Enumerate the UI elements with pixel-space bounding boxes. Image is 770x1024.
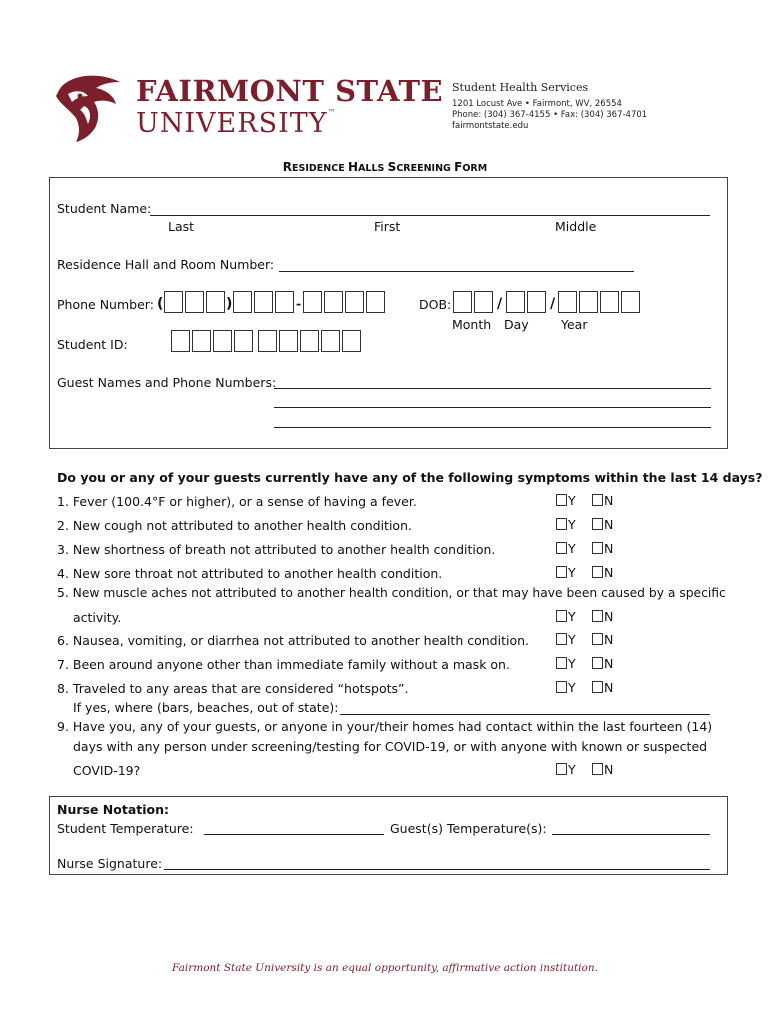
dob-month-box[interactable] [453, 291, 472, 313]
footer-statement: Fairmont State University is an equal opportunity, affirmative action institution. [172, 962, 598, 974]
phone-dash: - [296, 296, 302, 311]
student-info-section [49, 177, 728, 449]
question-9: 9. Have you, any of your guests, or anyone in your/their homes had contact within the last fourteen (14) [57, 719, 713, 734]
student-id-box[interactable] [192, 330, 211, 352]
phone-digit-box[interactable] [185, 291, 204, 313]
phone-digit-box[interactable] [233, 291, 252, 313]
last-name-caption: Last [168, 219, 195, 234]
student-id-box[interactable] [213, 330, 232, 352]
q9-no-checkbox[interactable]: N [592, 762, 613, 777]
nurse-signature-field[interactable] [164, 869, 710, 870]
logo-wordmark-bottom: UNIVERSITY™ [136, 108, 337, 139]
q7-no-checkbox[interactable]: N [592, 656, 613, 671]
dob-day-caption: Day [504, 317, 529, 332]
phone-digit-box[interactable] [366, 291, 385, 313]
q6-no-checkbox[interactable]: N [592, 632, 613, 647]
question-5-continued: activity. [73, 610, 122, 625]
dob-year-box[interactable] [621, 291, 640, 313]
question-9-line-3: COVID-19? [73, 763, 141, 778]
question-7: 7. Been around anyone other than immediate family without a mask on. [57, 657, 510, 672]
dob-month-caption: Month [452, 317, 492, 332]
q9-yes-checkbox[interactable]: Y [556, 762, 576, 777]
guest-names-field[interactable] [274, 427, 711, 428]
dob-day-box[interactable] [527, 291, 546, 313]
question-6: 6. Nausea, vomiting, or diarrhea not attributed to another health condition. [57, 633, 529, 648]
dob-day-box[interactable] [506, 291, 525, 313]
dob-slash: / [550, 296, 556, 312]
student-id-box[interactable] [258, 330, 277, 352]
address-text: 1201 Locust Ave • Fairmont, WV, 26554 [452, 99, 622, 109]
phone-digit-box[interactable] [206, 291, 225, 313]
q3-no-checkbox[interactable]: N [592, 541, 613, 556]
dob-year-caption: Year [561, 317, 588, 332]
phone-fax-text: Phone: (304) 367-4155 • Fax: (304) 367-4701 [452, 110, 648, 120]
guest-names-label: Guest Names and Phone Numbers: [57, 375, 277, 390]
student-id-box[interactable] [300, 330, 319, 352]
form-title: RESIDENCE HALLS SCREENING FORM [282, 160, 488, 174]
question-4: 4. New sore throat not attributed to another health condition. [57, 566, 443, 581]
student-id-box[interactable] [321, 330, 340, 352]
dob-year-box[interactable] [558, 291, 577, 313]
q2-no-checkbox[interactable]: N [592, 517, 613, 532]
q5-yes-checkbox[interactable]: Y [556, 609, 576, 624]
q8-yes-checkbox[interactable]: Y [556, 680, 576, 695]
question-9-line-2: days with any person under screening/testing for COVID-19, or with anyone with known or suspected [73, 739, 708, 754]
nurse-signature-label: Nurse Signature: [57, 856, 163, 871]
q4-no-checkbox[interactable]: N [592, 565, 613, 580]
q5-no-checkbox[interactable]: N [592, 609, 613, 624]
q3-yes-checkbox[interactable]: Y [556, 541, 576, 556]
phone-paren-close: ) [226, 296, 233, 312]
q6-yes-checkbox[interactable]: Y [556, 632, 576, 647]
falcon-logo-icon [54, 72, 126, 142]
phone-digit-box[interactable] [164, 291, 183, 313]
phone-paren-open: ( [157, 296, 164, 312]
student-id-box[interactable] [234, 330, 253, 352]
dob-label: DOB: [419, 297, 452, 312]
guest-names-field[interactable] [274, 407, 711, 408]
question-3: 3. New shortness of breath not attributed to another health condition. [57, 542, 496, 557]
q4-yes-checkbox[interactable]: Y [556, 565, 576, 580]
residence-hall-field[interactable] [279, 271, 634, 272]
nurse-notation-heading: Nurse Notation: [57, 802, 169, 817]
logo-wordmark-top: FAIRMONT STATE [136, 74, 444, 108]
phone-digit-box[interactable] [345, 291, 364, 313]
student-id-box[interactable] [342, 330, 361, 352]
middle-name-caption: Middle [555, 219, 597, 234]
dob-year-box[interactable] [579, 291, 598, 313]
phone-digit-box[interactable] [254, 291, 273, 313]
q8-no-checkbox[interactable]: N [592, 680, 613, 695]
question-5: 5. New muscle aches not attributed to another health condition, or that may have been caused by a specific [57, 586, 726, 600]
phone-digit-box[interactable] [275, 291, 294, 313]
guest-names-field[interactable] [274, 388, 711, 389]
question-2: 2. New cough not attributed to another health condition. [57, 518, 412, 533]
student-temperature-field[interactable] [204, 834, 384, 835]
symptoms-heading: Do you or any of your guests currently have any of the following symptoms within the last 14 days? [57, 470, 763, 485]
dob-slash: / [497, 296, 503, 312]
q1-yes-checkbox[interactable]: Y [556, 493, 576, 508]
q2-yes-checkbox[interactable]: Y [556, 517, 576, 532]
question-8: 8. Traveled to any areas that are considered “hotspots”. [57, 681, 409, 696]
residence-hall-label: Residence Hall and Room Number: [57, 257, 275, 272]
student-temperature-label: Student Temperature: [57, 821, 194, 836]
hotspot-location-field[interactable] [340, 714, 710, 715]
question-1: 1. Fever (100.4°F or higher), or a sense of having a fever. [57, 494, 417, 509]
department-name: Student Health Services [452, 81, 589, 94]
q7-yes-checkbox[interactable]: Y [556, 656, 576, 671]
student-id-box[interactable] [171, 330, 190, 352]
first-name-caption: First [374, 219, 401, 234]
dob-year-box[interactable] [600, 291, 619, 313]
student-id-label: Student ID: [57, 337, 128, 352]
guest-temperature-field[interactable] [552, 834, 710, 835]
student-id-box[interactable] [279, 330, 298, 352]
phone-digit-box[interactable] [324, 291, 343, 313]
phone-number-label: Phone Number: [57, 297, 154, 312]
dob-month-box[interactable] [474, 291, 493, 313]
question-8-followup: If yes, where (bars, beaches, out of state): [73, 700, 339, 715]
guest-temperature-label: Guest(s) Temperature(s): [390, 821, 547, 836]
student-name-label: Student Name: [57, 201, 152, 216]
q1-no-checkbox[interactable]: N [592, 493, 613, 508]
student-name-field[interactable] [150, 215, 710, 216]
phone-digit-box[interactable] [303, 291, 322, 313]
website-text: fairmontstate.edu [452, 121, 529, 131]
